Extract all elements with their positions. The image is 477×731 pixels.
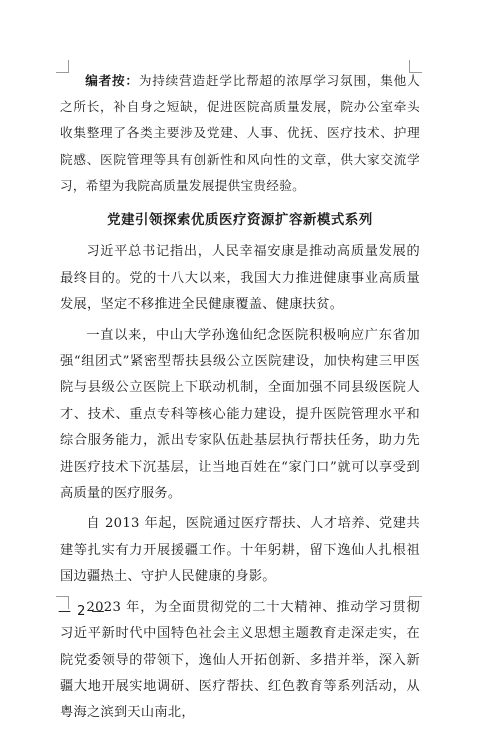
editor-note-label: 编者按： [85, 73, 139, 88]
article-paragraph-1: 习近平总书记指出，人民幸福安康是推动高质量发展的最终目的。党的十八大以来，我国大力推进健康事业高质量发展，坚定不移推进全民健康覆盖、健康扶贫。 [60, 244, 420, 313]
document-body [60, 68, 420, 731]
editor-note-text: 为持续营造赶学比帮超的浓厚学习氛围，集他人之所长，补自身之短缺，促进医院高质量发展，院办公室牵头收集整理了各类主要涉及党建、人事、优抚、医疗技术、护理院感、医院管理等具有创新性和风向性的文章，供大家交流学习，希望为我院高质量发展提供宝贵经验。 [60, 73, 420, 193]
editor-note [60, 68, 420, 199]
article-paragraph-3: 自 2013 年起，医院通过医疗帮扶、人才培养、党建共建等扎实有力开展援疆工作。十年躬耕，留下逸仙人扎根祖国边疆热土、守护人民健康的身影。 [60, 516, 420, 585]
article-paragraph-2: 一直以来，中山大学孙逸仙纪念医院积极响应广东省加强“组团式”紧密型帮扶县级公立医院建设，加快构建三甲医院与县级公立医院上下联动机制，全面加强不同县级医院人才、技术、重点专科等核心能力建设，提升医院管理水平和综合服务能力，派出专家队伍赴基层执行帮扶任务，助力先进医疗技术下沉基层，让当地百姓在“家门口”就可以享受到高质量的医疗服务。 [60, 327, 420, 502]
article-title: 党建引领探索优质医疗资源扩容新模式系列 [107, 212, 373, 229]
article-paragraph-4: 2023 年，为全面贯彻党的二十大精神、推动学习贯彻习近平新时代中国特色社会主义思想主题教育走深走实，在院党委领导的带领下，逸仙人开拓创新、多措并举，深入新疆大地开展实地调研、医疗帮扶、红色教育等系列活动，从粤海之滨到天山南北， [60, 599, 420, 721]
page-number: — 2 — [58, 604, 106, 619]
